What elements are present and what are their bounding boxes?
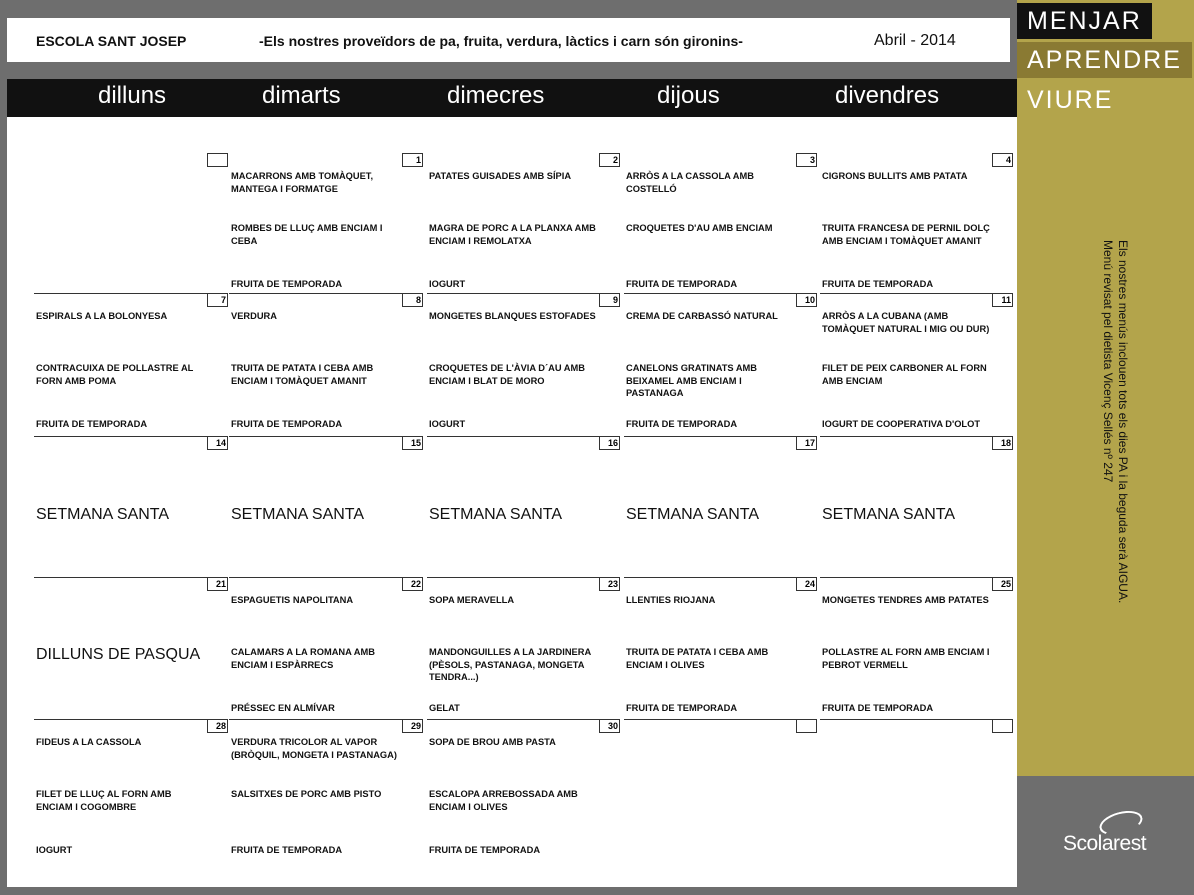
dessert: FRUITA DE TEMPORADA — [626, 279, 738, 289]
dessert: IOGURT — [429, 419, 466, 429]
dessert: IOGURT — [429, 279, 466, 289]
day-divider — [624, 293, 816, 294]
day-divider — [229, 436, 422, 437]
menu-header — [7, 18, 1010, 62]
day-divider — [229, 719, 422, 720]
second-course: ESCALOPA ARREBOSSADA AMB ENCIAM I OLIVES — [429, 789, 578, 812]
dessert: FRUITA DE TEMPORADA — [626, 419, 738, 429]
holiday-label: SETMANA SANTA — [231, 506, 365, 523]
dessert: FRUITA DE TEMPORADA — [231, 845, 343, 855]
menu-month: Abril - 2014 — [874, 32, 956, 49]
note-dietitian: Menú revisat pel dietista Vicenç Sellés nº 247 — [1101, 240, 1115, 483]
first-course: SOPA DE BROU AMB PASTA — [429, 737, 556, 747]
day-cell — [229, 153, 422, 295]
first-course: CIGRONS BULLITS AMB PATATA — [822, 171, 968, 181]
dessert: FRUITA DE TEMPORADA — [822, 703, 934, 713]
day-number: 4 — [992, 153, 1013, 167]
day-cell — [820, 153, 1012, 295]
second-course: TRUITA DE PATATA I CEBA AMB ENCIAM I TOMÀQUET AMANIT — [231, 363, 374, 386]
day-number: 17 — [796, 436, 817, 450]
second-course: POLLASTRE AL FORN AMB ENCIAM I PEBROT VERMELL — [822, 647, 990, 670]
dessert: GELAT — [429, 703, 460, 713]
day-number: 23 — [599, 577, 620, 591]
company-footer — [1017, 776, 1194, 895]
day-divider — [624, 719, 816, 720]
day-cell — [34, 293, 227, 435]
day-cell — [229, 577, 422, 719]
holiday-label: SETMANA SANTA — [36, 506, 170, 523]
second-course: CROQUETES D'AU AMB ENCIAM — [626, 223, 773, 233]
first-course: LLENTIES RIOJANA — [626, 595, 716, 605]
slogan-aprendre: APRENDRE — [1017, 42, 1192, 78]
second-course: MAGRA DE PORC A LA PLANXA AMB ENCIAM I REMOLATXA — [429, 223, 596, 246]
day-cell — [624, 436, 816, 578]
dessert: FRUITA DE TEMPORADA — [231, 279, 343, 289]
day-divider — [427, 719, 619, 720]
day-divider — [820, 719, 1012, 720]
first-course: MACARRONS AMB TOMÀQUET, MANTEGA I FORMATGE — [231, 171, 374, 194]
menu-notes — [1090, 240, 1130, 640]
dessert: PRÉSSEC EN ALMÍVAR — [231, 703, 335, 713]
day-cell — [427, 436, 619, 578]
holiday-label: SETMANA SANTA — [429, 506, 563, 523]
day-divider — [34, 719, 227, 720]
weekday-bar — [7, 79, 1017, 117]
day-number — [992, 719, 1013, 733]
first-course: FIDEUS A LA CASSOLA — [36, 737, 142, 747]
day-cell — [624, 153, 816, 295]
day-number: 28 — [207, 719, 228, 733]
first-course: ESPAGUETIS NAPOLITANA — [231, 595, 354, 605]
day-number: 9 — [599, 293, 620, 307]
weekday-monday: dilluns — [98, 82, 167, 109]
day-divider — [624, 436, 816, 437]
second-course: ROMBES DE LLUÇ AMB ENCIAM I CEBA — [231, 223, 383, 246]
day-divider — [820, 577, 1012, 578]
day-cell — [820, 293, 1012, 435]
day-cell — [34, 436, 227, 578]
day-number — [207, 153, 228, 167]
weekday-wednesday: dimecres — [447, 82, 545, 109]
day-number: 11 — [992, 293, 1013, 307]
day-number: 15 — [402, 436, 423, 450]
day-cell — [427, 293, 619, 435]
dessert: FRUITA DE TEMPORADA — [626, 703, 738, 713]
day-divider — [427, 293, 619, 294]
first-course: VERDURA — [231, 311, 277, 321]
suppliers-slogan: -Els nostres proveïdors de pa, fruita, verdura, làctics i carn són gironins- — [259, 33, 743, 49]
dessert: IOGURT DE COOPERATIVA D'OLOT — [822, 419, 981, 429]
dessert: FRUITA DE TEMPORADA — [822, 279, 934, 289]
first-course: SOPA MERAVELLA — [429, 595, 515, 605]
slogan-menjar: MENJAR — [1017, 3, 1152, 39]
day-cell — [34, 719, 227, 861]
day-number: 18 — [992, 436, 1013, 450]
weekday-thursday: dijous — [657, 82, 720, 109]
slogan-viure: VIURE — [1027, 86, 1114, 114]
day-cell — [820, 719, 1012, 861]
day-number: 8 — [402, 293, 423, 307]
day-number: 24 — [796, 577, 817, 591]
day-cell — [624, 293, 816, 435]
first-course: MONGETES BLANQUES ESTOFADES — [429, 311, 596, 321]
second-course: FILET DE PEIX CARBONER AL FORN AMB ENCIAM — [822, 363, 987, 386]
dessert: FRUITA DE TEMPORADA — [231, 419, 343, 429]
day-divider — [229, 577, 422, 578]
holiday-label: SETMANA SANTA — [822, 506, 956, 523]
first-course: CREMA DE CARBASSÓ NATURAL — [626, 311, 778, 321]
second-course: TRUITA DE PATATA I CEBA AMB ENCIAM I OLIVES — [626, 647, 769, 670]
day-divider — [34, 436, 227, 437]
second-course: CANELONS GRATINATS AMB BEIXAMEL AMB ENCIAM I PASTANAGA — [626, 363, 758, 398]
day-cell — [34, 577, 227, 719]
day-cell — [229, 436, 422, 578]
second-course: CALAMARS A LA ROMANA AMB ENCIAM I ESPÀRRECS — [231, 647, 375, 670]
day-cell — [820, 577, 1012, 719]
weekday-tuesday: dimarts — [262, 82, 341, 109]
day-number — [796, 719, 817, 733]
day-cell — [427, 719, 619, 861]
day-cell — [229, 719, 422, 861]
dessert: IOGURT — [36, 845, 73, 855]
second-course: CONTRACUIXA DE POLLASTRE AL FORN AMB POMA — [36, 363, 194, 386]
day-number: 7 — [207, 293, 228, 307]
day-cell — [229, 293, 422, 435]
day-number: 14 — [207, 436, 228, 450]
day-divider — [34, 293, 227, 294]
day-divider — [427, 577, 619, 578]
first-course: ARRÒS A LA CASSOLA AMB COSTELLÓ — [626, 171, 754, 194]
day-cell — [820, 436, 1012, 578]
day-divider — [820, 293, 1012, 294]
first-course: MONGETES TENDRES AMB PATATES — [822, 595, 989, 605]
day-number: 25 — [992, 577, 1013, 591]
holiday-label: DILLUNS DE PASQUA — [36, 646, 201, 663]
first-course: VERDURA TRICOLOR AL VAPOR (BRÒQUIL, MONGETA I PASTANAGA) — [231, 737, 397, 760]
first-course: ESPIRALS A LA BOLONYESA — [36, 311, 168, 321]
day-cell — [624, 719, 816, 861]
day-divider — [34, 577, 227, 578]
day-cell — [427, 153, 619, 295]
first-course: PATATES GUISADES AMB SÍPIA — [429, 171, 572, 181]
day-number: 2 — [599, 153, 620, 167]
second-course: CROQUETES DE L'ÀVIA D´AU AMB ENCIAM I BLAT DE MORO — [429, 363, 585, 386]
weekday-friday: divendres — [835, 82, 940, 109]
day-divider — [229, 293, 422, 294]
day-number: 3 — [796, 153, 817, 167]
day-number: 22 — [402, 577, 423, 591]
day-number: 21 — [207, 577, 228, 591]
day-divider — [820, 436, 1012, 437]
second-course: MANDONGUILLES A LA JARDINERA (PÈSOLS, PASTANAGA, MONGETA TENDRA...) — [429, 647, 591, 682]
second-course: FILET DE LLUÇ AL FORN AMB ENCIAM I COGOMBRE — [36, 789, 172, 812]
first-course: ARRÒS A LA CUBANA (AMB TOMÀQUET NATURAL I MIG OU DUR) — [822, 311, 990, 334]
school-name: ESCOLA SANT JOSEP — [36, 33, 187, 49]
day-divider — [427, 436, 619, 437]
day-number: 10 — [796, 293, 817, 307]
company-name: Scolarest — [1063, 832, 1147, 855]
day-divider — [624, 577, 816, 578]
dessert: FRUITA DE TEMPORADA — [36, 419, 148, 429]
note-bread-water: Els nostres menús inclouen tots els dies PA i la beguda serà AIGUA. — [1116, 240, 1130, 604]
day-number: 16 — [599, 436, 620, 450]
second-course: TRUITA FRANCESA DE PERNIL DOLÇ AMB ENCIAM I TOMÀQUET AMANIT — [822, 223, 990, 246]
holiday-label: SETMANA SANTA — [626, 506, 760, 523]
day-number: 29 — [402, 719, 423, 733]
second-course: SALSITXES DE PORC AMB PISTO — [231, 789, 382, 799]
day-cell — [34, 153, 227, 295]
day-cell — [624, 577, 816, 719]
day-number: 30 — [599, 719, 620, 733]
menu-calendar — [7, 117, 1017, 887]
dessert: FRUITA DE TEMPORADA — [429, 845, 541, 855]
day-cell — [427, 577, 619, 719]
day-number: 1 — [402, 153, 423, 167]
